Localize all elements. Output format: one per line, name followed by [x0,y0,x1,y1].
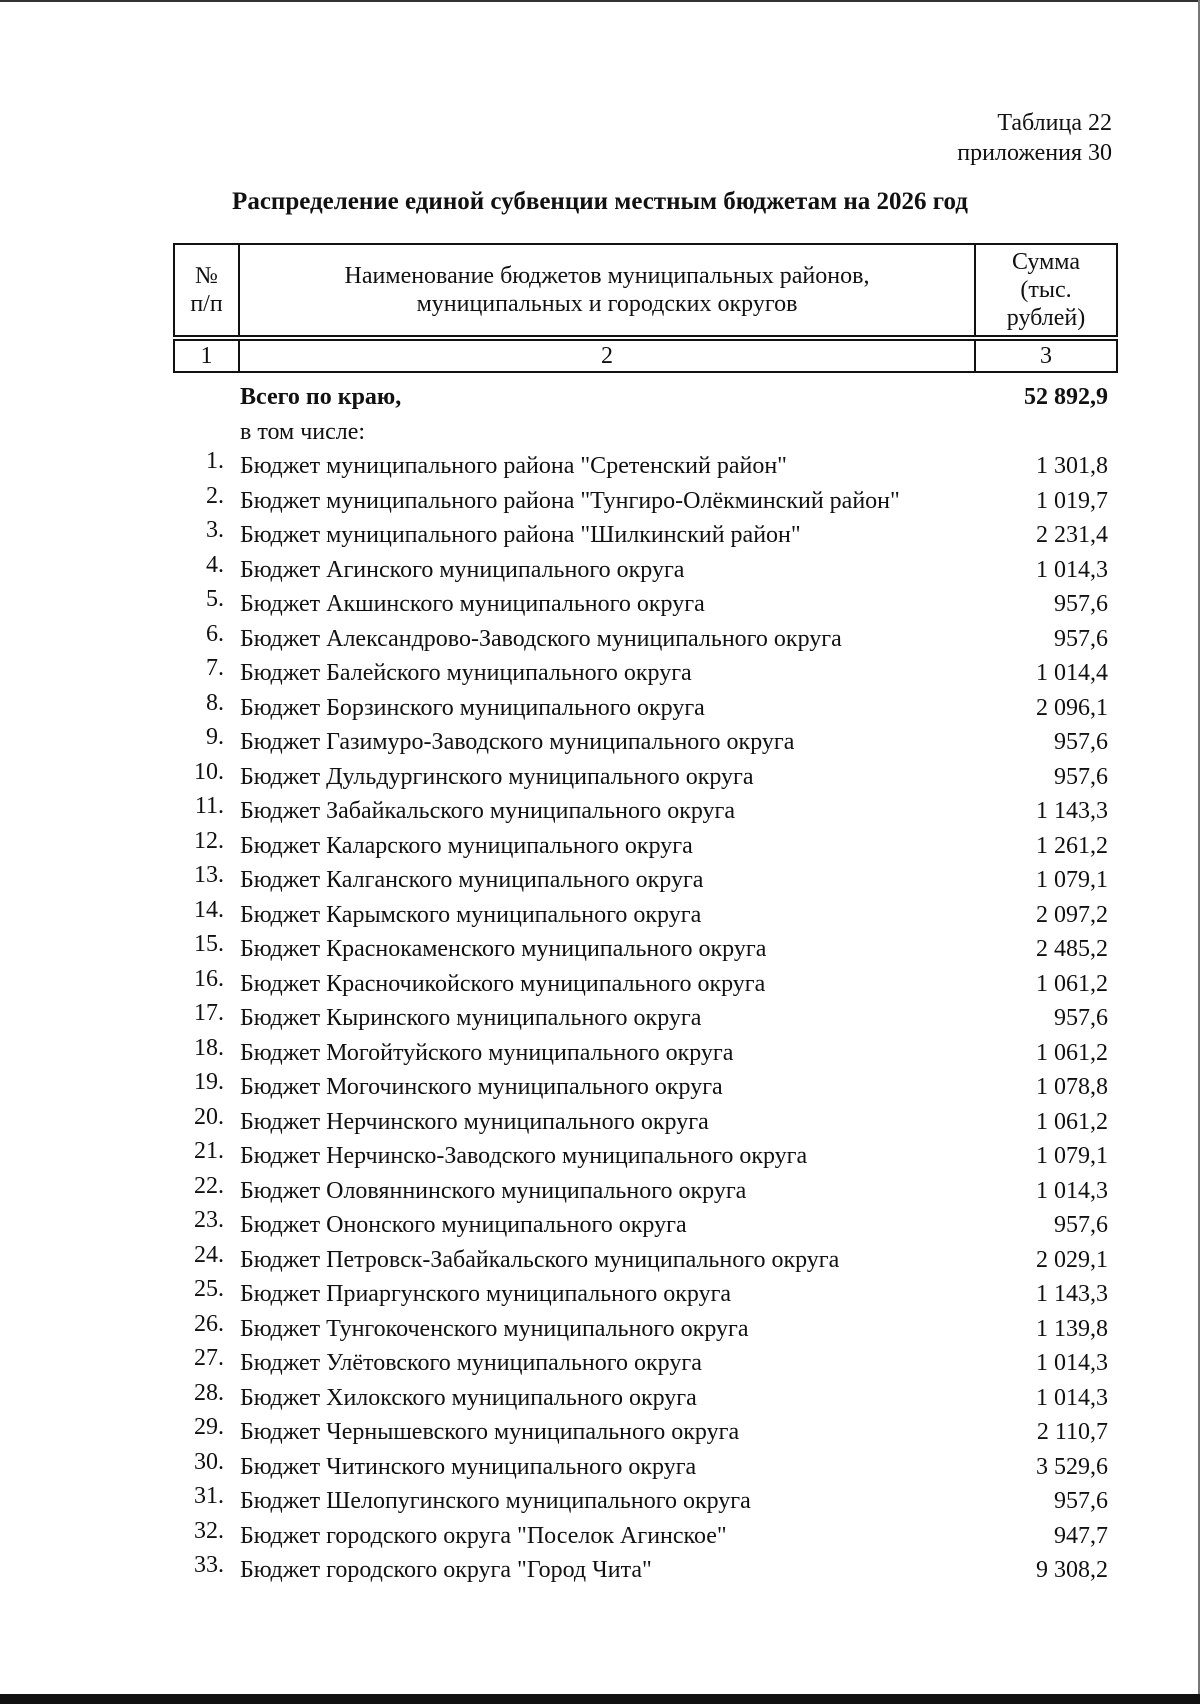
row-amount: 1 143,3 [1036,1281,1108,1307]
row-budget-name: Бюджет Газимуро-Заводского муниципального округа [240,729,795,755]
row-budget-name: Бюджет Красночикойского муниципального округа [240,970,766,997]
row-budget-name: Бюджет Могочинского муниципального округа [240,1074,723,1100]
table-header [173,243,1118,337]
row-number: 8. [206,689,224,716]
row-budget-name: Бюджет муниципального района "Тунгиро-Олёкминский район" [240,487,900,514]
row-amount: 1 139,8 [1036,1315,1108,1342]
row-amount: 957,6 [1054,625,1108,652]
row-number: 19. [194,1069,224,1095]
row-budget-name: Бюджет Балейского муниципального округа [240,660,692,686]
budget-rows [0,449,1200,1588]
row-amount: 1 014,3 [1036,556,1108,583]
row-number: 17. [194,1000,224,1026]
total-value: 52 892,9 [1024,384,1108,410]
row-number: 20. [194,1103,224,1130]
row-number: 29. [194,1414,224,1440]
table-row [0,1553,1200,1588]
row-number: 30. [194,1448,224,1475]
column-number-row [173,339,1118,373]
row-number: 1. [206,448,224,474]
row-budget-name: Бюджет Кыринского муниципального округа [240,1005,702,1031]
column-number-3: 3 [975,340,1117,372]
row-budget-name: Бюджет Могойтуйского муниципального округа [240,1039,734,1066]
row-amount: 957,6 [1054,1005,1108,1031]
including-label: в том числе: [240,418,366,445]
row-budget-name: Бюджет Калганского муниципального округа [240,867,704,893]
row-number: 16. [194,965,224,992]
row-number: 25. [194,1276,224,1302]
total-row [0,380,1200,415]
row-amount: 1 014,3 [1036,1350,1108,1376]
row-budget-name: Бюджет городского округа "Поселок Агинское" [240,1522,727,1549]
row-budget-name: Бюджет муниципального района "Шилкинский район" [240,522,801,548]
row-amount: 1 061,2 [1036,1039,1108,1066]
row-number: 21. [194,1138,224,1164]
scan-bottom-edge [0,1694,1200,1704]
row-budget-name: Бюджет городского округа "Город Чита" [240,1557,652,1583]
row-budget-name: Бюджет Читинского муниципального округа [240,1453,697,1480]
appendix-label: приложения 30 [957,140,1112,166]
row-budget-name: Бюджет Нерчинского муниципального округа [240,1108,709,1135]
row-number: 5. [206,586,224,612]
row-amount: 1 078,8 [1036,1074,1108,1100]
row-number: 27. [194,1345,224,1371]
row-amount: 1 061,2 [1036,970,1108,997]
row-budget-name: Бюджет Хилокского муниципального округа [240,1384,697,1411]
column-number-2: 2 [239,340,975,372]
row-number: 28. [194,1379,224,1406]
row-budget-name: Бюджет Улётовского муниципального округа [240,1350,702,1376]
row-budget-name: Бюджет Забайкальского муниципального округа [240,798,736,824]
column-header-name: Наименование бюджетов муниципальных районов, муниципальных и городских округов [239,244,975,336]
row-number: 24. [194,1241,224,1268]
row-number: 33. [194,1552,224,1578]
row-number: 12. [194,827,224,854]
row-budget-name: Бюджет Каларского муниципального округа [240,832,693,859]
row-amount: 1 019,7 [1036,487,1108,514]
row-amount: 3 529,6 [1036,1453,1108,1480]
row-amount: 2 096,1 [1036,694,1108,721]
row-number: 31. [194,1483,224,1509]
table-body [0,380,1200,1588]
row-budget-name: Бюджет Борзинского муниципального округа [240,694,705,721]
row-amount: 1 014,4 [1036,660,1108,686]
row-amount: 9 308,2 [1036,1557,1108,1583]
row-number: 2. [206,482,224,509]
row-number: 18. [194,1034,224,1061]
row-amount: 957,6 [1054,1488,1108,1514]
row-budget-name: Бюджет Дульдургинского муниципального округа [240,763,754,790]
row-amount: 1 261,2 [1036,832,1108,859]
row-number: 10. [194,758,224,785]
row-number: 9. [206,724,224,750]
row-budget-name: Бюджет Тунгокоченского муниципального округа [240,1315,749,1342]
column-number-1: 1 [174,340,239,372]
row-number: 22. [194,1172,224,1199]
row-amount: 957,6 [1054,591,1108,617]
row-amount: 1 014,3 [1036,1177,1108,1204]
row-number: 32. [194,1517,224,1544]
row-number: 3. [206,517,224,543]
row-budget-name: Бюджет Шелопугинского муниципального округа [240,1488,751,1514]
row-budget-name: Бюджет Ононского муниципального округа [240,1212,687,1238]
row-amount: 957,6 [1054,763,1108,790]
total-label: Всего по краю, [240,384,402,410]
row-budget-name: Бюджет Акшинского муниципального округа [240,591,705,617]
row-budget-name: Бюджет Приаргунского муниципального округа [240,1281,732,1307]
row-budget-name: Бюджет Краснокаменского муниципального округа [240,936,767,962]
row-number: 6. [206,620,224,647]
table-reference [957,108,1112,168]
row-amount: 1 301,8 [1036,453,1108,479]
row-number: 15. [194,931,224,957]
row-amount: 1 143,3 [1036,798,1108,824]
row-amount: 2 231,4 [1036,522,1108,548]
row-amount: 1 014,3 [1036,1384,1108,1411]
row-amount: 957,6 [1054,729,1108,755]
row-amount: 2 029,1 [1036,1246,1108,1273]
column-header-number: № п/п [174,244,239,336]
row-amount: 1 079,1 [1036,867,1108,893]
row-amount: 2 110,7 [1036,1419,1108,1445]
row-budget-name: Бюджет Александрово-Заводского муниципального округа [240,625,842,652]
row-amount: 2 097,2 [1036,901,1108,928]
row-number: 26. [194,1310,224,1337]
row-number: 23. [194,1207,224,1233]
row-number: 11. [194,793,224,819]
row-number: 4. [206,551,224,578]
row-amount: 1 061,2 [1036,1108,1108,1135]
row-budget-name: Бюджет Оловяннинского муниципального округа [240,1177,747,1204]
row-budget-name: Бюджет Петровск-Забайкальского муниципального округа [240,1246,840,1273]
document-title: Распределение единой субвенции местным бюджетам на 2026 год [232,188,968,215]
table-label: Таблица 22 [997,110,1112,136]
row-amount: 1 079,1 [1036,1143,1108,1169]
scan-top-edge [0,0,1200,2]
row-budget-name: Бюджет муниципального района "Сретенский район" [240,453,787,479]
row-number: 7. [206,655,224,681]
row-budget-name: Бюджет Карымского муниципального округа [240,901,702,928]
row-number: 13. [194,862,224,888]
row-amount: 947,7 [1054,1522,1108,1549]
row-amount: 2 485,2 [1036,936,1108,962]
row-budget-name: Бюджет Нерчинско-Заводского муниципального округа [240,1143,808,1169]
row-budget-name: Бюджет Чернышевского муниципального округа [240,1419,740,1445]
row-number: 14. [194,896,224,923]
row-budget-name: Бюджет Агинского муниципального округа [240,556,685,583]
row-amount: 957,6 [1054,1212,1108,1238]
column-header-sum: Сумма (тыс. рублей) [975,244,1117,336]
